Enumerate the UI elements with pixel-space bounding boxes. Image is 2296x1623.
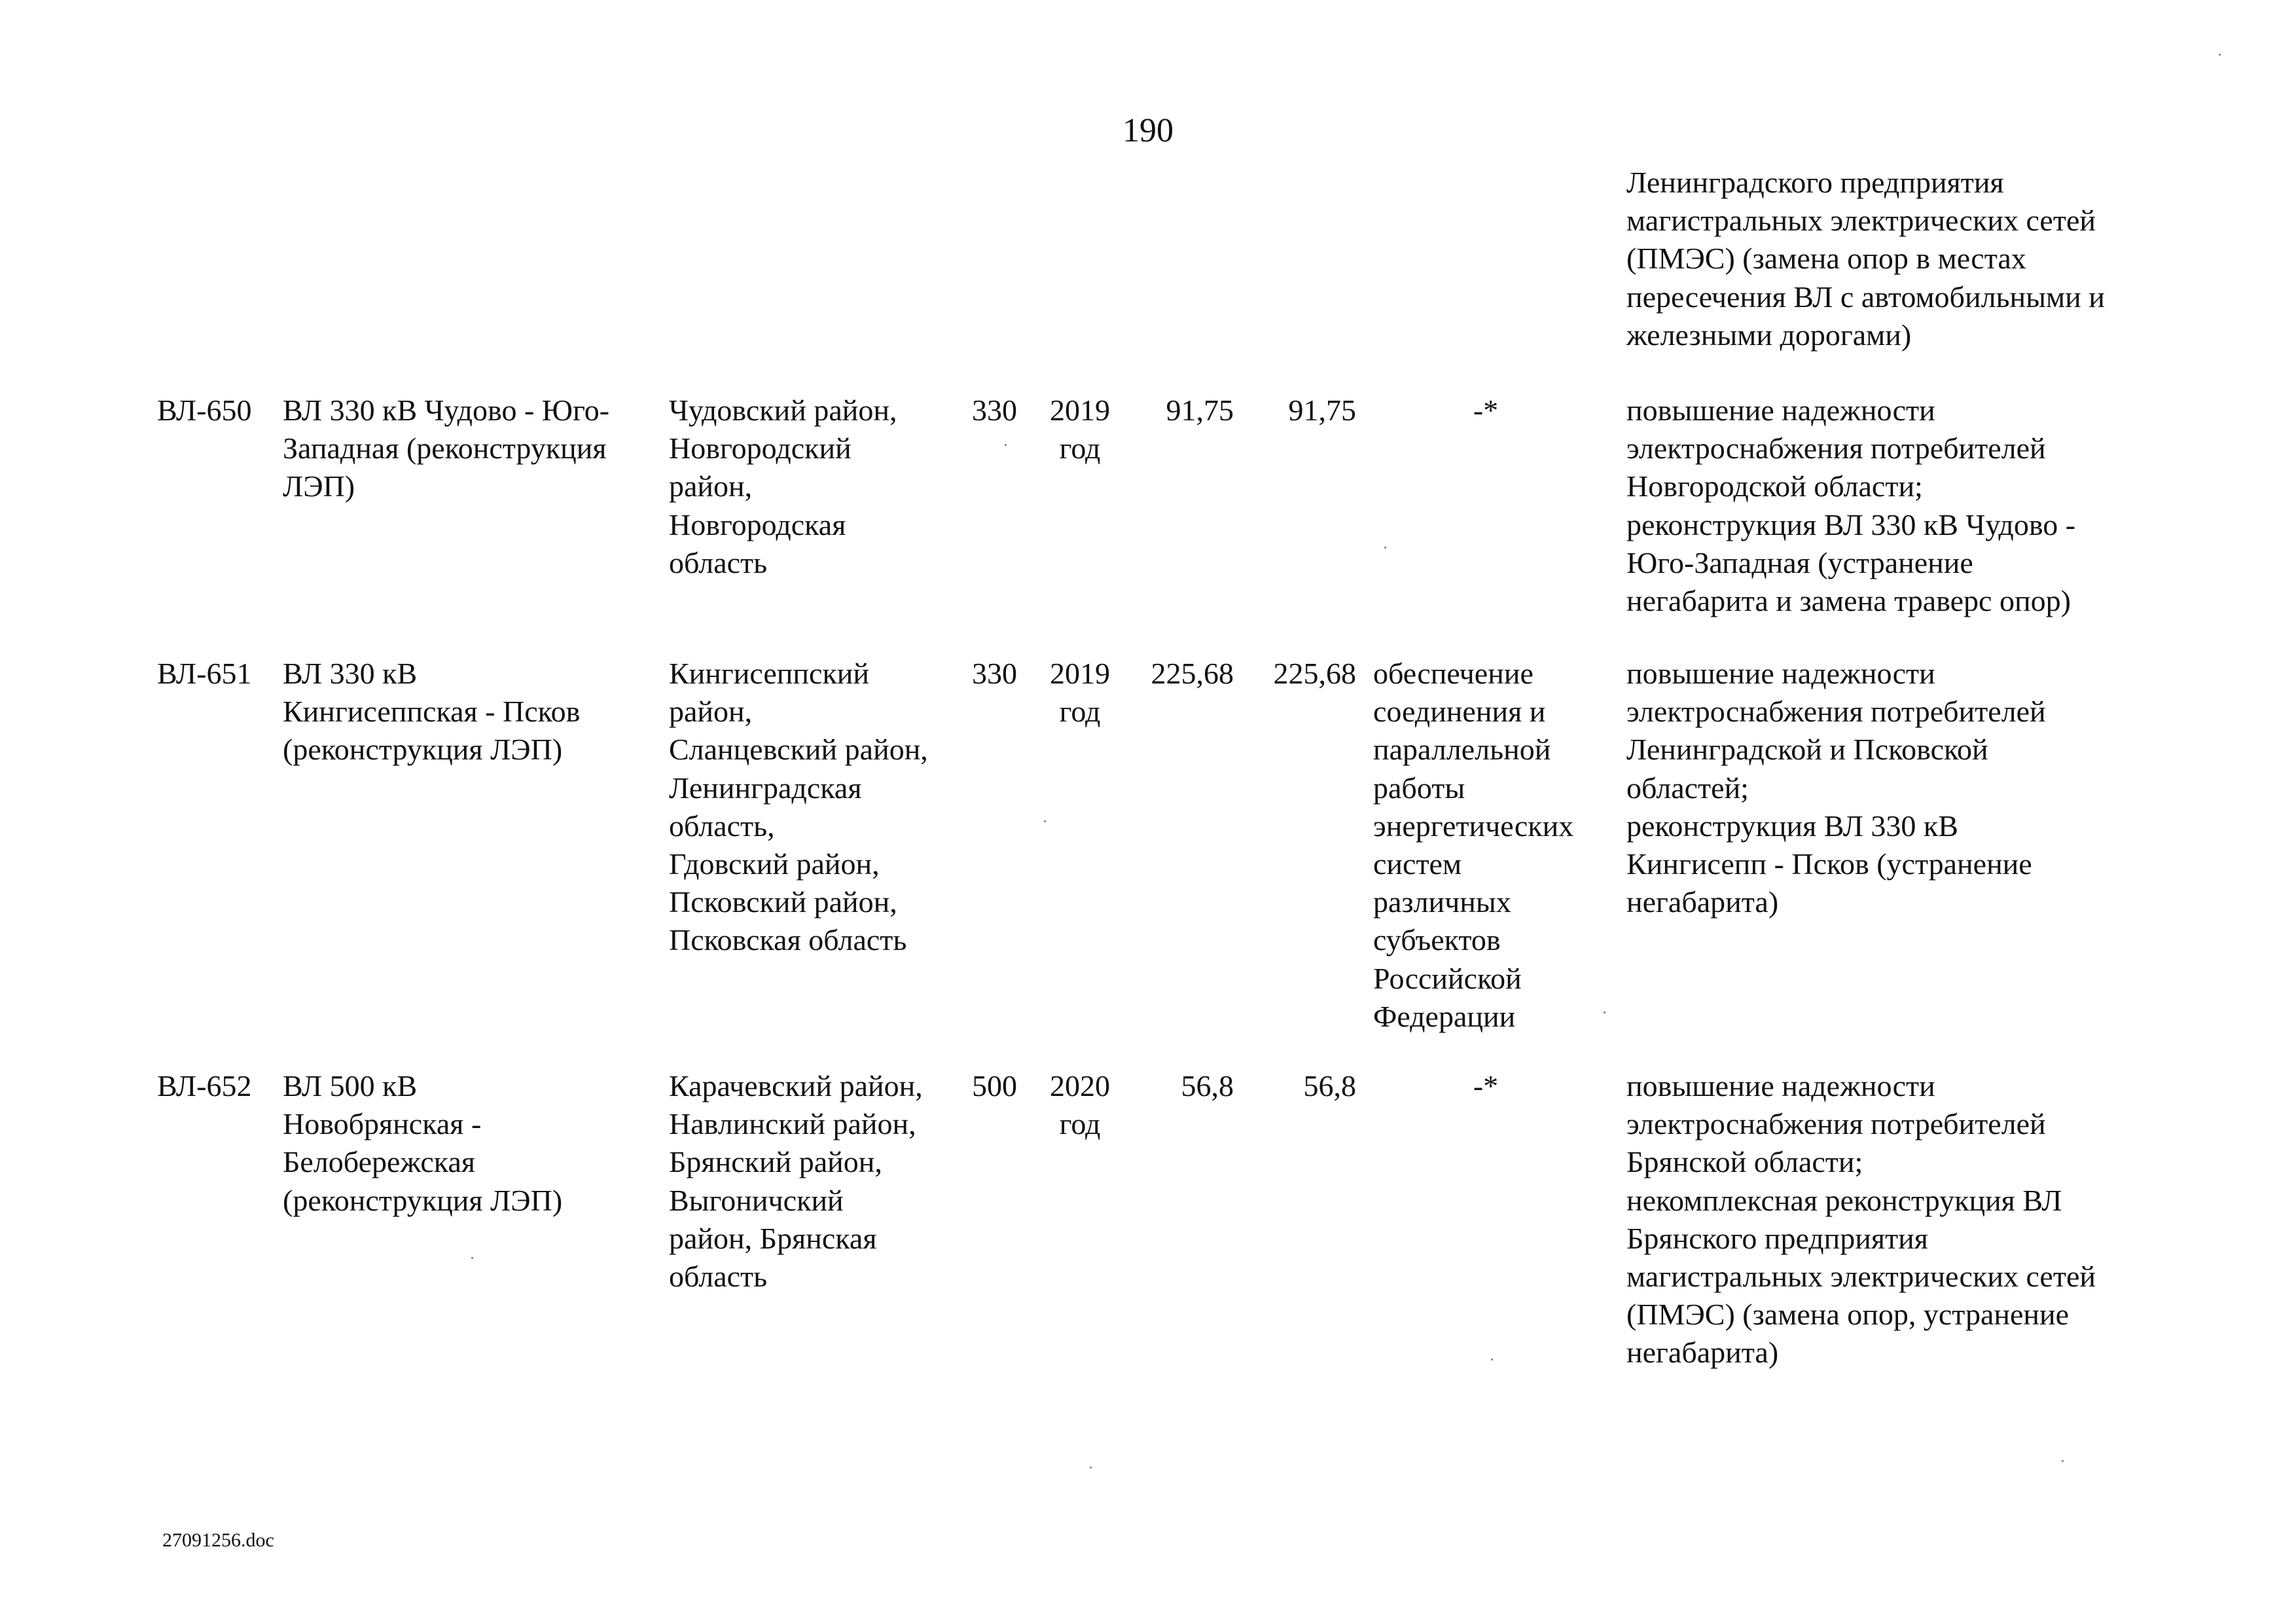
line-location: Карачевский район, Навлинский район, Брянский район, Выгоничский район, Брянская область <box>669 1069 923 1294</box>
line-year: 2019 год <box>1050 657 1110 729</box>
line-code: ВЛ-652 <box>157 1069 252 1103</box>
line-note: повышение надежности электроснабжения потребителей Ленинградской и Псковской областей; реконструкция ВЛ 330 кВ Кингисепп - Псков (устранение негабарита) <box>1626 657 2046 919</box>
line-purpose: -* <box>1473 393 1499 427</box>
line-note: повышение надежности электроснабжения потребителей Брянской области; некомплексная реконструкция ВЛ Брянского предприятия магистральных электрических сетей (ПМЭС) (замена опор, устранение негабарита) <box>1626 1069 2096 1370</box>
scan-speck <box>471 1257 473 1259</box>
line-location: Чудовский район, Новгородский район, Новгородская область <box>669 393 897 579</box>
line-year: 2020 год <box>1050 1069 1110 1141</box>
line-name: ВЛ 330 кВ Кингисеппская - Псков (реконструкция ЛЭП) <box>283 657 581 767</box>
line-length-2: 225,68 <box>1273 657 1356 690</box>
page-number: 190 <box>1122 112 1174 149</box>
footer-filename: 27091256.doc <box>162 1529 274 1551</box>
line-length-1: 91,75 <box>1166 393 1234 427</box>
scan-speck <box>1005 444 1007 446</box>
line-voltage: 330 <box>972 393 1017 427</box>
line-code: ВЛ-651 <box>157 657 252 690</box>
line-length-2: 91,75 <box>1288 393 1356 427</box>
line-code: ВЛ-650 <box>157 393 252 427</box>
line-length-2: 56,8 <box>1303 1069 1356 1103</box>
scan-speck <box>1090 1467 1092 1468</box>
scan-speck <box>2219 54 2221 56</box>
scan-speck <box>1491 1359 1493 1360</box>
scan-speck <box>1384 547 1386 549</box>
scan-speck <box>1604 1012 1605 1013</box>
line-voltage: 330 <box>972 657 1017 690</box>
scan-speck <box>2062 1460 2064 1462</box>
line-name: ВЛ 330 кВ Чудово - Юго- Западная (реконструкция ЛЭП) <box>283 393 610 503</box>
line-length-1: 56,8 <box>1181 1069 1234 1103</box>
line-year: 2019 год <box>1050 393 1110 465</box>
line-location: Кингисеппский район, Сланцевский район, Ленинградская область, Гдовский район, Псковский район, Псковская область <box>669 657 928 957</box>
scan-speck <box>1044 820 1046 822</box>
line-purpose: обеспечение соединения и параллельной работы энергетических систем различных субъектов Российской Федерации <box>1373 657 1574 1033</box>
line-purpose: -* <box>1473 1069 1499 1103</box>
line-length-1: 225,68 <box>1151 657 1234 690</box>
line-name: ВЛ 500 кВ Новобрянская - Белобережская (реконструкция ЛЭП) <box>283 1069 563 1217</box>
continuation-note: Ленинградского предприятия магистральных электрических сетей (ПМЭС) (замена опор в местах пересечения ВЛ с автомобильными и железными дорогами) <box>1626 166 2105 352</box>
line-voltage: 500 <box>972 1069 1017 1103</box>
line-note: повышение надежности электроснабжения потребителей Новгородской области; реконструкция ВЛ 330 кВ Чудово - Юго-Западная (устранение негабарита и замена траверс опор) <box>1626 393 2076 618</box>
